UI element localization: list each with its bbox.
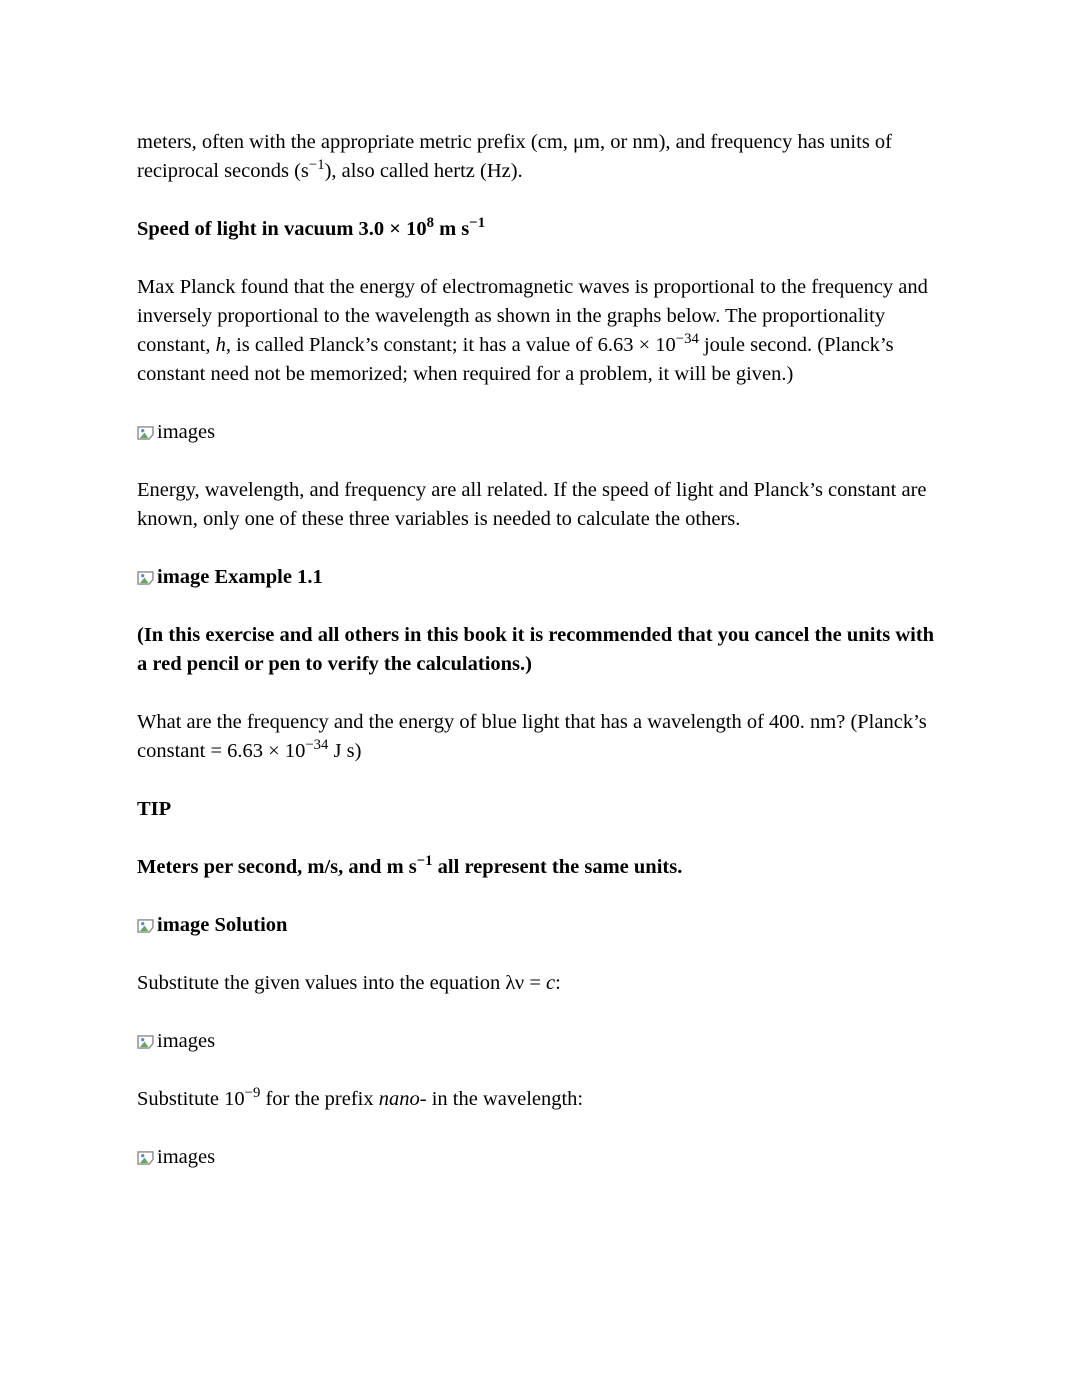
- image-alt-text: image: [157, 566, 210, 588]
- example-title: Example 1.1: [209, 566, 323, 588]
- heading-tip: [137, 795, 943, 824]
- text-run: all represent the same units.: [432, 856, 683, 878]
- broken-image-icon: [137, 426, 154, 440]
- text-run: ), also called hertz (Hz).: [324, 160, 523, 182]
- text-run: Max Planck found that the energy of electromagnetic waves is proportional to the frequency and inversely proportional to the wavelength as shown in the graphs below. The proportionality constant,: [137, 276, 928, 356]
- heading-speed-of-light: [137, 215, 943, 244]
- text-run: Meters per second, m/s, and m s: [137, 856, 417, 878]
- superscript: 8: [426, 215, 434, 232]
- text-run: Substitute 10: [137, 1088, 245, 1110]
- paragraph-frequency-units: [137, 128, 943, 186]
- image-alt-text: images: [157, 421, 216, 443]
- broken-image-icon: [137, 1035, 154, 1049]
- superscript: −1: [308, 157, 325, 174]
- paragraph-exercise-note: [137, 621, 943, 679]
- broken-image-placeholder-equation2: [137, 1143, 943, 1172]
- italic-nano-prefix: nano-: [378, 1088, 427, 1110]
- paragraph-energy-relation: [137, 476, 943, 534]
- text-run: J s): [328, 740, 362, 762]
- image-alt-text: images: [157, 1146, 216, 1168]
- text-run: Substitute the given values into the equation λν =: [137, 972, 546, 994]
- text-run: Speed of light in vacuum 3.0 × 10: [137, 218, 427, 240]
- text-run: m s: [433, 218, 470, 240]
- broken-image-placeholder-graphs: [137, 418, 943, 447]
- heading-solution: [137, 911, 943, 940]
- broken-image-icon: [137, 919, 154, 933]
- image-alt-text: images: [157, 1030, 216, 1052]
- text-run: Energy, wavelength, and frequency are all related. If the speed of light and Planck’s constant are known, only one of these three variables is needed to calculate the others.: [137, 479, 927, 530]
- text-run: meters, often with the appropriate metric prefix (cm, μm, or nm), and frequency has units of reciprocal seconds (s: [137, 131, 893, 182]
- text-run: in the wavelength:: [426, 1088, 584, 1110]
- text-run: joule second. (Planck’s constant need not be memorized; when required for a problem, it will be given.): [137, 334, 894, 385]
- paragraph-planck-constant: [137, 273, 943, 389]
- superscript: −1: [416, 853, 433, 870]
- text-run: for the prefix: [260, 1088, 379, 1110]
- superscript: −34: [305, 737, 329, 754]
- superscript: −1: [469, 215, 486, 232]
- solution-title: Solution: [209, 914, 288, 936]
- heading-example-1-1: [137, 563, 943, 592]
- paragraph-tip-body: [137, 853, 943, 882]
- text-run: TIP: [137, 798, 172, 820]
- text-run: :: [555, 972, 561, 994]
- paragraph-substitute-equation: [137, 969, 943, 998]
- broken-image-icon: [137, 571, 154, 585]
- broken-image-placeholder-equation1: [137, 1027, 943, 1056]
- paragraph-question: [137, 708, 943, 766]
- text-run: , is called Planck’s constant; it has a value of 6.63 × 10: [225, 334, 676, 356]
- text-run: What are the frequency and the energy of blue light that has a wavelength of 400. nm? (Planck’s constant = 6.63 × 10: [137, 711, 927, 762]
- broken-image-icon: [137, 1151, 154, 1165]
- italic-variable-c: c: [546, 972, 556, 994]
- superscript: −9: [244, 1085, 261, 1102]
- italic-variable-h: h: [215, 334, 226, 356]
- image-alt-text: image: [157, 914, 210, 936]
- superscript: −34: [675, 331, 699, 348]
- paragraph-substitute-prefix: [137, 1085, 943, 1114]
- text-run: (In this exercise and all others in this book it is recommended that you cancel the units with a red pencil or pen to verify the calculations.): [137, 624, 935, 675]
